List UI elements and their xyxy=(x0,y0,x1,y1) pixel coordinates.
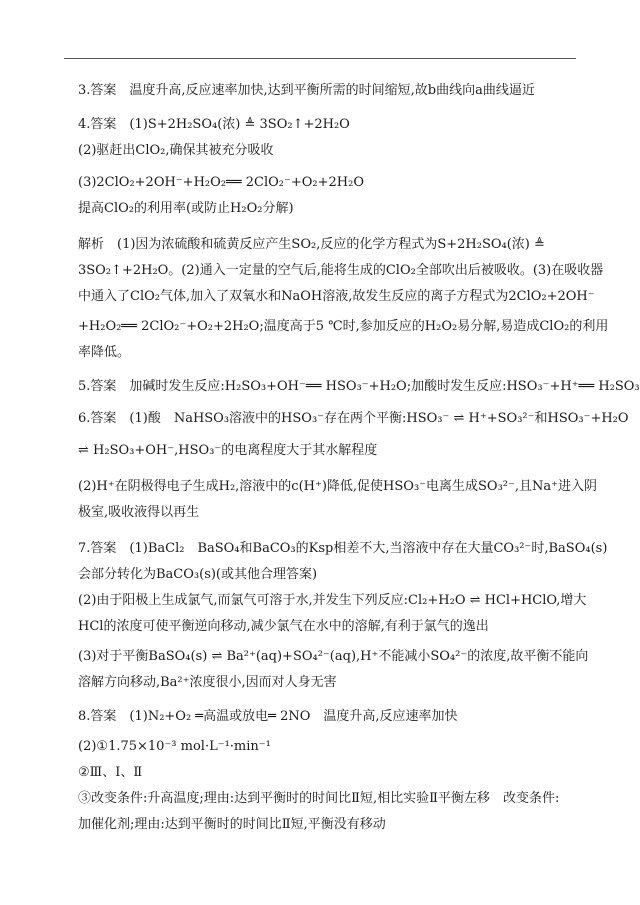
header-rule xyxy=(64,58,576,59)
answer-8-line-4: ③改变条件:升高温度;理由:达到平衡时的时间比Ⅱ短,相比实验Ⅱ平衡左移 改变条件: xyxy=(78,791,560,806)
answer-7-line-3: (2)由于阳极上生成氯气,而氯气可溶于水,并发生下列反应:Cl₂+H₂O ⇌ HCl+HClO,增大 xyxy=(78,593,587,608)
analysis-line-4: +H₂O₂══ 2ClO₂⁻+O₂+2H₂O;温度高于5 ℃时,参加反应的H₂O₂易分解,易造成ClO₂的利用 xyxy=(78,319,609,334)
answer-6-line-1: 6.答案 (1)酸 NaHSO₃溶液中的HSO₃⁻存在两个平衡:HSO₃⁻ ⇌ H⁺+SO₃²⁻和HSO₃⁻+H₂O xyxy=(78,411,629,426)
analysis-line-5: 率降低。 xyxy=(78,345,131,360)
analysis-line-2: 3SO₂↑+2H₂O。(2)通入一定量的空气后,能将生成的ClO₂全部吹出后被吸收。(3)在吸收器 xyxy=(78,263,604,278)
answer-4-part1: 4.答案 (1)S+2H₂SO₄(浓) ≜ 3SO₂↑+2H₂O xyxy=(78,117,350,132)
answer-8-line-1: 8.答案 (1)N₂+O₂ ═高温或放电═ 2NO 温度升高,反应速率加快 xyxy=(78,709,458,724)
answer-7-line-1: 7.答案 (1)BaCl₂ BaSO₄和BaCO₃的Ksp相差不大,当溶液中存在大量CO₃²⁻时,BaSO₄(s) xyxy=(78,541,608,556)
answer-8-line-2: (2)①1.75×10⁻³ mol·L⁻¹·min⁻¹ xyxy=(78,739,271,754)
answer-7-line-6: 溶解方向移动,Ba²⁺浓度很小,因而对人身无害 xyxy=(78,675,337,690)
answer-7-line-4: HCl的浓度可使平衡逆向移动,减少氯气在水中的溶解,有利于氯气的逸出 xyxy=(78,619,489,634)
answer-8-line-3: ②Ⅲ、Ⅰ、Ⅱ xyxy=(78,765,143,780)
analysis-line-3: 中通入了ClO₂气体,加入了双氧水和NaOH溶液,故发生反应的离子方程式为2ClO₂+2OH⁻ xyxy=(78,289,595,304)
answer-8-line-5: 加催化剂;理由:达到平衡时的时间比Ⅱ短,平衡没有移动 xyxy=(78,817,386,832)
answer-6-line-4: 极室,吸收液得以再生 xyxy=(78,505,200,520)
answer-6-line-3: (2)H⁺在阴极得电子生成H₂,溶液中的c(H⁺)降低,促使HSO₃⁻电离生成SO₃²⁻,且Na⁺进入阴 xyxy=(78,479,597,494)
answer-6-line-2: ⇌ H₂SO₃+OH⁻,HSO₃⁻的电离程度大于其水解程度 xyxy=(78,443,378,458)
answer-7-line-5: (3)对于平衡BaSO₄(s) ⇌ Ba²⁺(aq)+SO₄²⁻(aq),H⁺不能减小SO₄²⁻的浓度,故平衡不能向 xyxy=(78,649,589,664)
answer-7-line-2: 会部分转化为BaCO₃(s)(或其他合理答案) xyxy=(78,567,318,582)
answer-4-part3-note: 提高ClO₂的利用率(或防止H₂O₂分解) xyxy=(78,201,294,216)
analysis-line-1: 解析 (1)因为浓硫酸和硫黄反应产生SO₂,反应的化学方程式为S+2H₂SO₄(浓) ≜ xyxy=(78,237,545,252)
answer-4-part3: (3)2ClO₂+2OH⁻+H₂O₂══ 2ClO₂⁻+O₂+2H₂O xyxy=(78,175,365,190)
answer-5: 5.答案 加碱时发生反应:H₂SO₃+OH⁻══ HSO₃⁻+H₂O;加酸时发生反应:HSO₃⁻+H⁺══ H₂SO₃ xyxy=(78,379,640,394)
answer-4-part2: (2)驱赶出ClO₂,确保其被充分吸收 xyxy=(78,143,274,158)
answer-3: 3.答案 温度升高,反应速率加快,达到平衡所需的时间缩短,故b曲线向a曲线逼近 xyxy=(78,83,535,98)
